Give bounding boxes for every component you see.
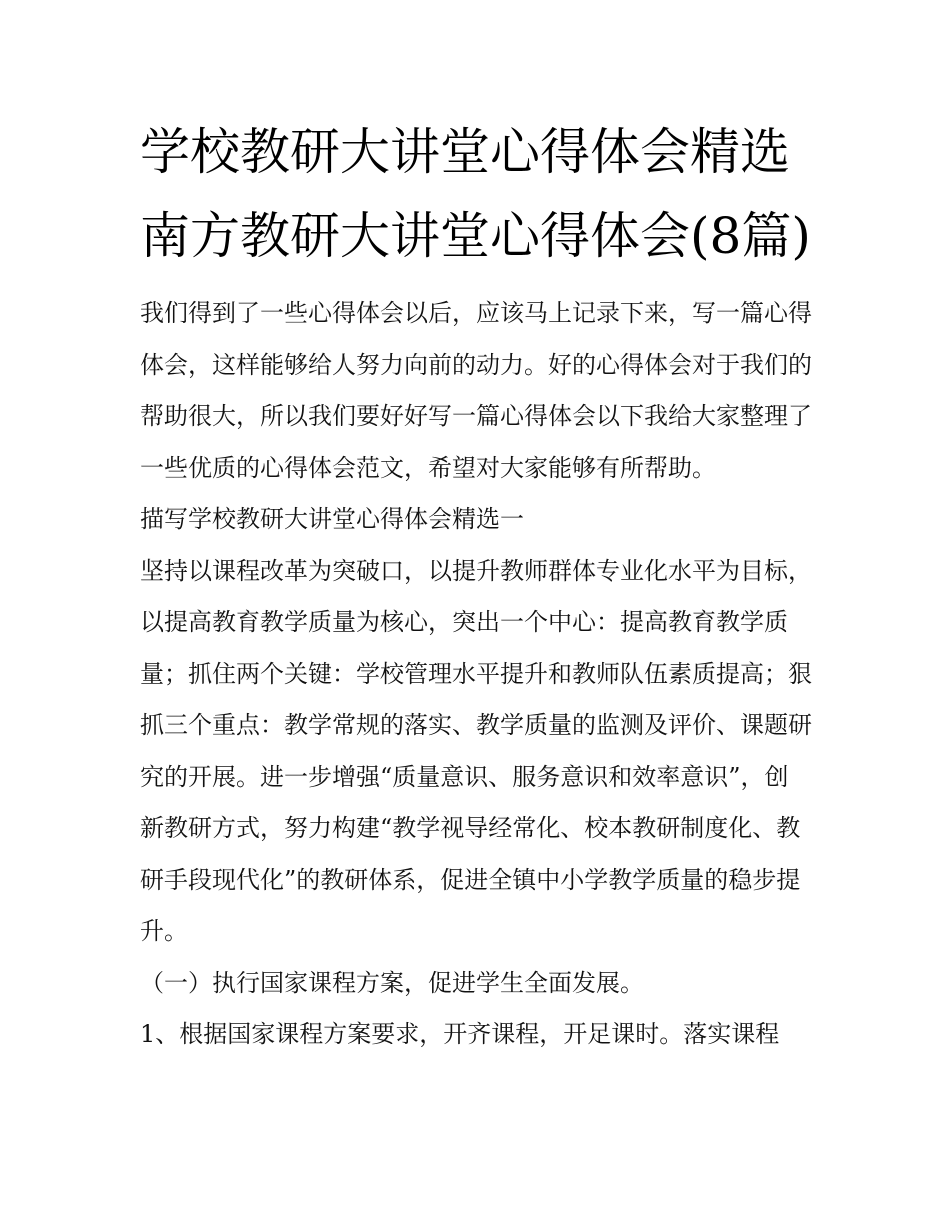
list-item: 1、根据国家课程方案要求，开齐课程，开足课时。落实课程 (140, 1020, 780, 1048)
section-heading: 描写学校教研大讲堂心得体会精选一 (140, 505, 524, 533)
document-title: 学校教研大讲堂心得体会精选南方教研大讲堂心得体会(8篇) (140, 123, 811, 265)
intro-paragraph: 我们得到了一些心得体会以后，应该马上记录下来，写一篇心得体会，这样能够给人努力向前的动力。好的心得体会对于我们的帮助很大，所以我们要好好写一篇心得体会以下我给大家整理了一些优质的心得体会范文，希望对大家能够有所帮助。 (140, 299, 812, 482)
subheading: （一）执行国家课程方案，促进学生全面发展。 (140, 968, 644, 997)
body-paragraph: 坚持以课程改革为突破口，以提升教师群体专业化水平为目标，以提高教育教学质量为核心，突出一个中心：提高教育教学质量；抓住两个关键：学校管理水平提升和教师队伍素质提高；狠抓三个重点：教学常规的落实、教学质量的监测及评价、课题研究的开展。进一步增强“质量意识、服务意识和效率意识”，创新教研方式，努力构建“教学视导经常化、校本教研制度化、教研手段现代化”的教研体系，促进全镇中小学教学质量的稳步提升。 (140, 556, 812, 945)
document-page (140, 110, 812, 1061)
